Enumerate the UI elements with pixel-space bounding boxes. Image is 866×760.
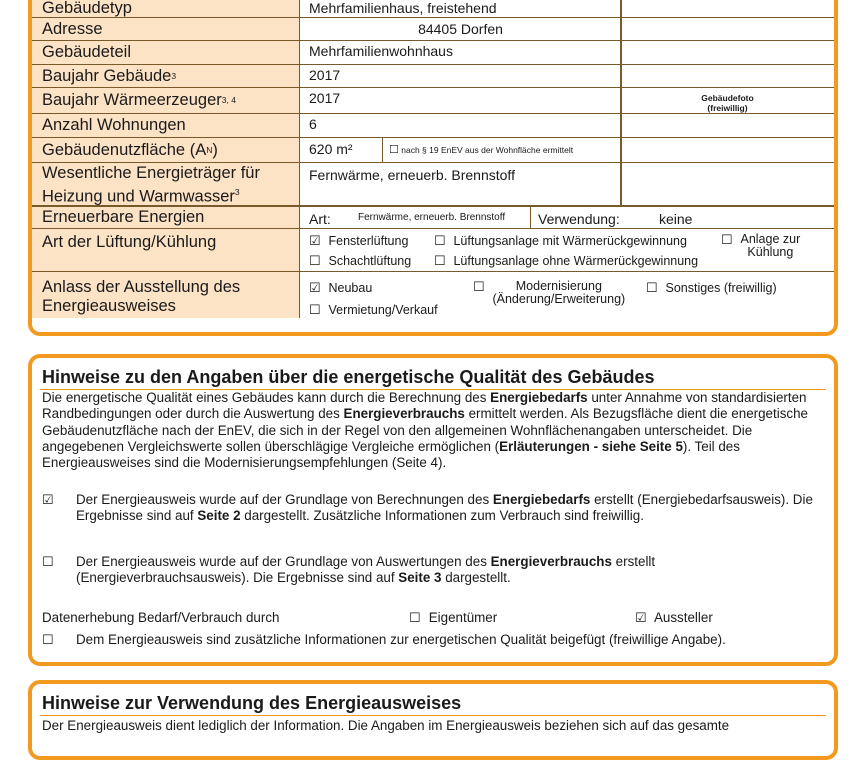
bedarf-checkbox[interactable]: ☑ — [42, 492, 54, 507]
bedarf-option-text: Der Energieausweis wurde auf der Grundlage von Berechnungen des Energiebedarfs erstellt (Energiebedarfsausweis). Die Ergebnisse sind auf Seite 2 dargestellt. Zusätzliche Informationen zum Verbrauch sind freiwillig. — [76, 492, 813, 524]
label-gebaeudeteil: Gebäudeteil — [32, 41, 300, 64]
modernisierung-option[interactable]: ☐ Modernisierung (Änderung/Erweiterung) — [473, 279, 626, 306]
value-lueftung — [301, 229, 834, 271]
hinweise-qualitaet-title: Hinweise zu den Angaben über die energetische Qualität des Gebäudes — [42, 367, 655, 387]
art-value: Fernwärme, erneuerb. Brennstoff — [358, 212, 506, 223]
schachtlueftung-option[interactable]: ☐ Schachtlüftung — [309, 253, 412, 268]
art-label: Art: — [309, 211, 331, 227]
unchecked-box-icon[interactable]: ☐ — [721, 232, 733, 247]
label-baujahr-waermeerzeuger: Baujahr Wärmeerzeuger 3, 4 — [32, 88, 300, 113]
aussteller-option[interactable]: ☑ Aussteller — [635, 610, 713, 625]
value-energietraeger: Fernwärme, erneuerb. Brennstoff — [301, 163, 621, 205]
label-anzahl-wohnungen: Anzahl Wohnungen — [32, 114, 300, 137]
verwendung-value: keine — [659, 211, 693, 227]
photo-label-line1: Gebäudefoto — [701, 93, 754, 103]
label-nutzflaeche: Gebäudenutzfläche (A N ) — [32, 138, 300, 162]
eigentuemer-option[interactable]: ☐ Eigentümer — [409, 610, 498, 625]
row-anlass — [32, 272, 834, 318]
kuehlung-option[interactable]: ☐ Anlage zur Kühlung — [721, 232, 801, 259]
value-erneuerbare — [301, 207, 834, 228]
unchecked-box-icon[interactable]: ☐ — [389, 144, 399, 156]
fensterlueftung-option[interactable]: ☑ Fensterlüftung — [309, 233, 409, 248]
label-lueftung: Art der Lüftung/Kühlung — [32, 229, 300, 271]
photo-label-line2: (freiwillig) — [707, 103, 748, 113]
label-baujahr-gebaeude: Baujahr Gebäude 3 — [32, 65, 300, 87]
value-baujahr-gebaeude: 2017 — [301, 65, 621, 87]
datenerhebung-label: Datenerhebung Bedarf/Verbrauch durch — [42, 610, 280, 625]
checked-box-icon[interactable]: ☑ — [635, 610, 647, 625]
unchecked-box-icon[interactable]: ☐ — [646, 280, 658, 295]
unchecked-box-icon[interactable]: ☐ — [434, 233, 446, 248]
verwendung-text: Der Energieausweis dient lediglich der Information. Die Angaben im Energieausweis beziehen sich auf das gesamte — [42, 718, 730, 733]
unchecked-box-icon[interactable]: ☐ — [309, 253, 321, 268]
nach-19-enev-label: nach § 19 EnEV aus der Wohnfläche ermittelt — [401, 145, 574, 155]
label-adresse: Adresse — [32, 18, 300, 40]
verwendung-label: Verwendung: — [538, 211, 620, 227]
value-nutzflaeche-cell — [301, 138, 621, 162]
verbrauch-checkbox[interactable]: ☐ — [42, 554, 54, 569]
value-gebaeudetyp: Mehrfamilienhaus, freistehend — [301, 0, 621, 17]
unchecked-box-icon[interactable]: ☐ — [473, 279, 485, 294]
label-erneuerbare: Erneuerbare Energien — [32, 207, 300, 228]
sonstiges-option[interactable]: ☐ Sonstiges (freiwillig) — [646, 280, 777, 295]
photo-divider — [621, 0, 622, 206]
zusatz-checkbox[interactable]: ☐ — [42, 632, 54, 647]
row-lueftung — [32, 229, 834, 272]
row-erneuerbare — [32, 206, 834, 229]
value-gebaeudeteil: Mehrfamilienwohnhaus — [301, 41, 621, 64]
verbrauch-option-text: Der Energieausweis wurde auf der Grundlage von Auswertungen des Energieverbrauchs erstellt (Energieverbrauchsausweis). Die Ergebnisse sind auf Seite 3 dargestellt. — [76, 554, 656, 586]
unchecked-box-icon[interactable]: ☐ — [309, 302, 321, 317]
hinweise-verwendung-box — [28, 680, 838, 760]
building-data-box — [28, 0, 838, 336]
value-baujahr-waermeerzeuger: 2017 — [301, 88, 621, 113]
value-nutzflaeche: 620 m² — [301, 138, 383, 162]
erneuerbare-divider — [530, 207, 531, 228]
mit-wrg-option[interactable]: ☐ Lüftungsanlage mit Wärmerückgewinnung — [434, 233, 687, 248]
unchecked-box-icon[interactable]: ☐ — [409, 610, 421, 625]
ohne-wrg-option[interactable]: ☐ Lüftungsanlage ohne Wärmerückgewinnung — [434, 253, 699, 268]
label-gebaeudetyp: Gebäudetyp — [32, 0, 300, 17]
unchecked-box-icon[interactable]: ☐ — [434, 253, 446, 268]
value-adresse: 84405 Dorfen — [301, 18, 621, 40]
value-anzahl-wohnungen: 6 — [301, 114, 621, 137]
checked-box-icon[interactable]: ☑ — [309, 280, 321, 295]
qualitaet-intro: Die energetische Qualität eines Gebäudes kann durch die Berechnung des Energiebedarfs unter Annahme von standardisierten Randbedingungen oder durch die Auswertung des Energieverbrauchs ermittelt werden. Als Bezugsfläche dient die energetische Gebäudenutzfläche nach der EnEV, die sich in der Regel von den allgemeinen Wohnflächenangaben unterscheidet. Die angegebenen Vergleichswerte sollen überschlägige Vergleiche ermöglichen (Erläuterungen - siehe Seite 5). Teil des Energieausweises sind die Modernisierungsempfehlungen (Seite 4). — [42, 390, 808, 471]
hinweise-verwendung-title: Hinweise zur Verwendung des Energieausweises — [42, 693, 462, 713]
nach-19-enev-option[interactable] — [389, 143, 573, 156]
hinweise-qualitaet-box — [28, 354, 838, 666]
title-divider — [40, 715, 826, 716]
neubau-option[interactable]: ☑ Neubau — [309, 280, 373, 295]
zusatz-text: Dem Energieausweis sind zusätzliche Informationen zur energetischen Qualität beigefügt (freiwillige Angabe). — [76, 632, 726, 647]
vermietung-option[interactable]: ☐ Vermietung/Verkauf — [309, 302, 438, 317]
label-energietraeger: Wesentliche Energieträger für Heizung und Warmwasser$^3$ — [32, 163, 300, 205]
checked-box-icon[interactable]: ☑ — [309, 233, 321, 248]
gebaeudefoto-placeholder — [621, 0, 834, 216]
value-anlass — [301, 272, 834, 318]
label-anlass: Anlass der Ausstellung des Energieausweises — [32, 272, 300, 318]
